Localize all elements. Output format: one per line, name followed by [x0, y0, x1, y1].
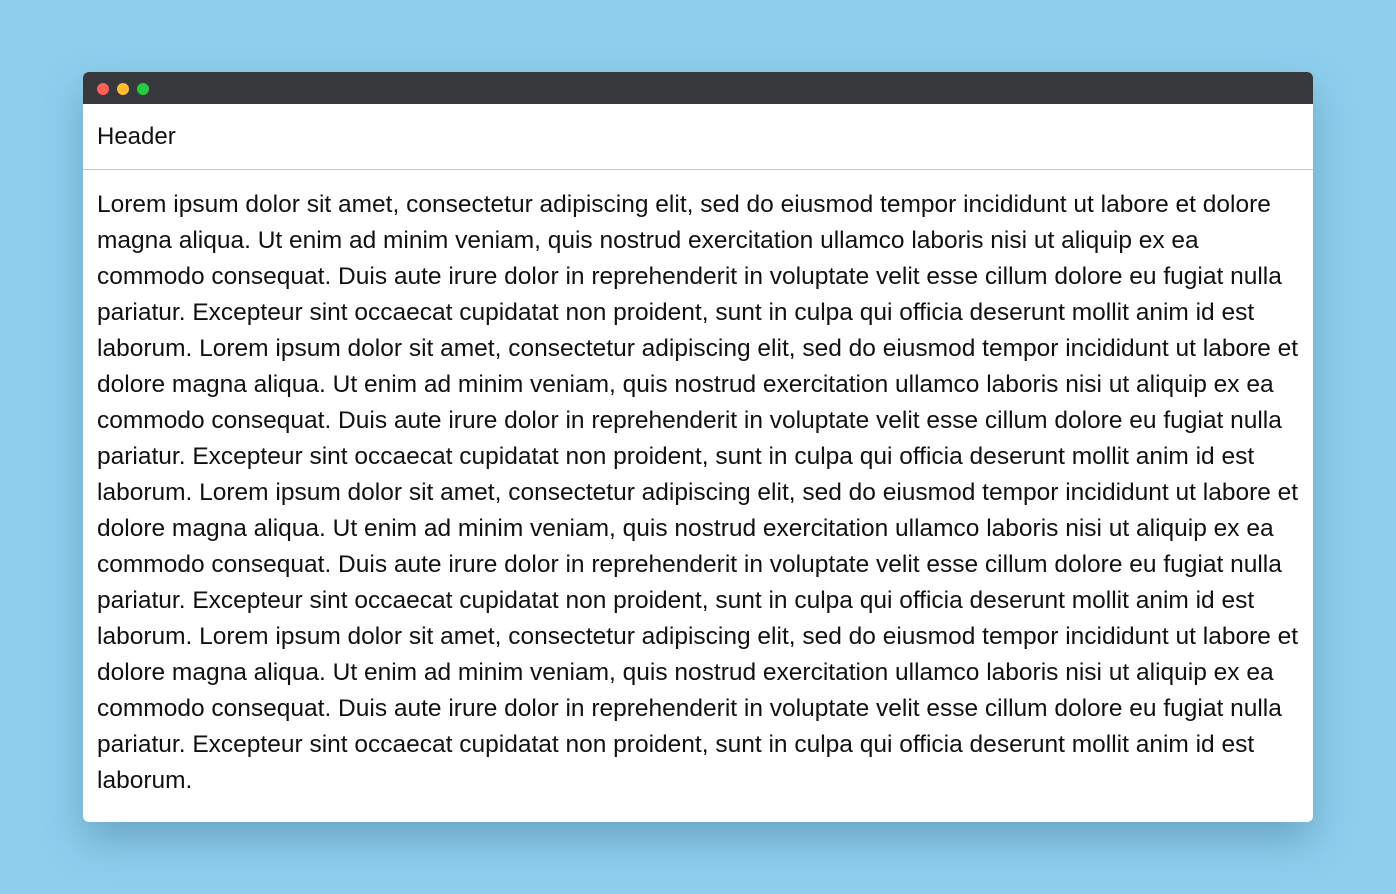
title-bar: [83, 72, 1313, 104]
maximize-window-button[interactable]: [137, 83, 149, 95]
minimize-window-button[interactable]: [117, 83, 129, 95]
content-area[interactable]: [83, 171, 1313, 822]
page-header: [83, 104, 1313, 170]
app-window: [83, 72, 1313, 822]
body-text: Lorem ipsum dolor sit amet, consectetur adipiscing elit, sed do eiusmod tempor incididunt ut labore et dolore magna aliqua. Ut enim ad minim veniam, quis nostrud exercitation ullamco laboris nisi ut aliquip ex ea commodo consequat. Duis aute irure dolor in reprehenderit in voluptate velit esse cillum dolore eu fugiat nulla pariatur. Excepteur sint occaecat cupidatat non proident, sunt in culpa qui officia deserunt mollit anim id est laborum. Lorem ipsum dolor sit amet, consectetur adipiscing elit, sed do eiusmod tempor incididunt ut labore et dolore magna aliqua. Ut enim ad minim veniam, quis nostrud exercitation ullamco laboris nisi ut aliquip ex ea commodo consequat. Duis aute irure dolor in reprehenderit in voluptate velit esse cillum dolore eu fugiat nulla pariatur. Excepteur sint occaecat cupidatat non proident, sunt in culpa qui officia deserunt mollit anim id est laborum. Lorem ipsum dolor sit amet, consectetur adipiscing elit, sed do eiusmod tempor incididunt ut labore et dolore magna aliqua. Ut enim ad minim veniam, quis nostrud exercitation ullamco laboris nisi ut aliquip ex ea commodo consequat. Duis aute irure dolor in reprehenderit in voluptate velit esse cillum dolore eu fugiat nulla pariatur. Excepteur sint occaecat cupidatat non proident, sunt in culpa qui officia deserunt mollit anim id est laborum. Lorem ipsum dolor sit amet, consectetur adipiscing elit, sed do eiusmod tempor incididunt ut labore et dolore magna aliqua. Ut enim ad minim veniam, quis nostrud exercitation ullamco laboris nisi ut aliquip ex ea commodo consequat. Duis aute irure dolor in reprehenderit in voluptate velit esse cillum dolore eu fugiat nulla pariatur. Excepteur sint occaecat cupidatat non proident, sunt in culpa qui officia deserunt mollit anim id est laborum.: [97, 191, 1299, 794]
header-title: Header: [97, 122, 176, 150]
close-window-button[interactable]: [97, 83, 109, 95]
